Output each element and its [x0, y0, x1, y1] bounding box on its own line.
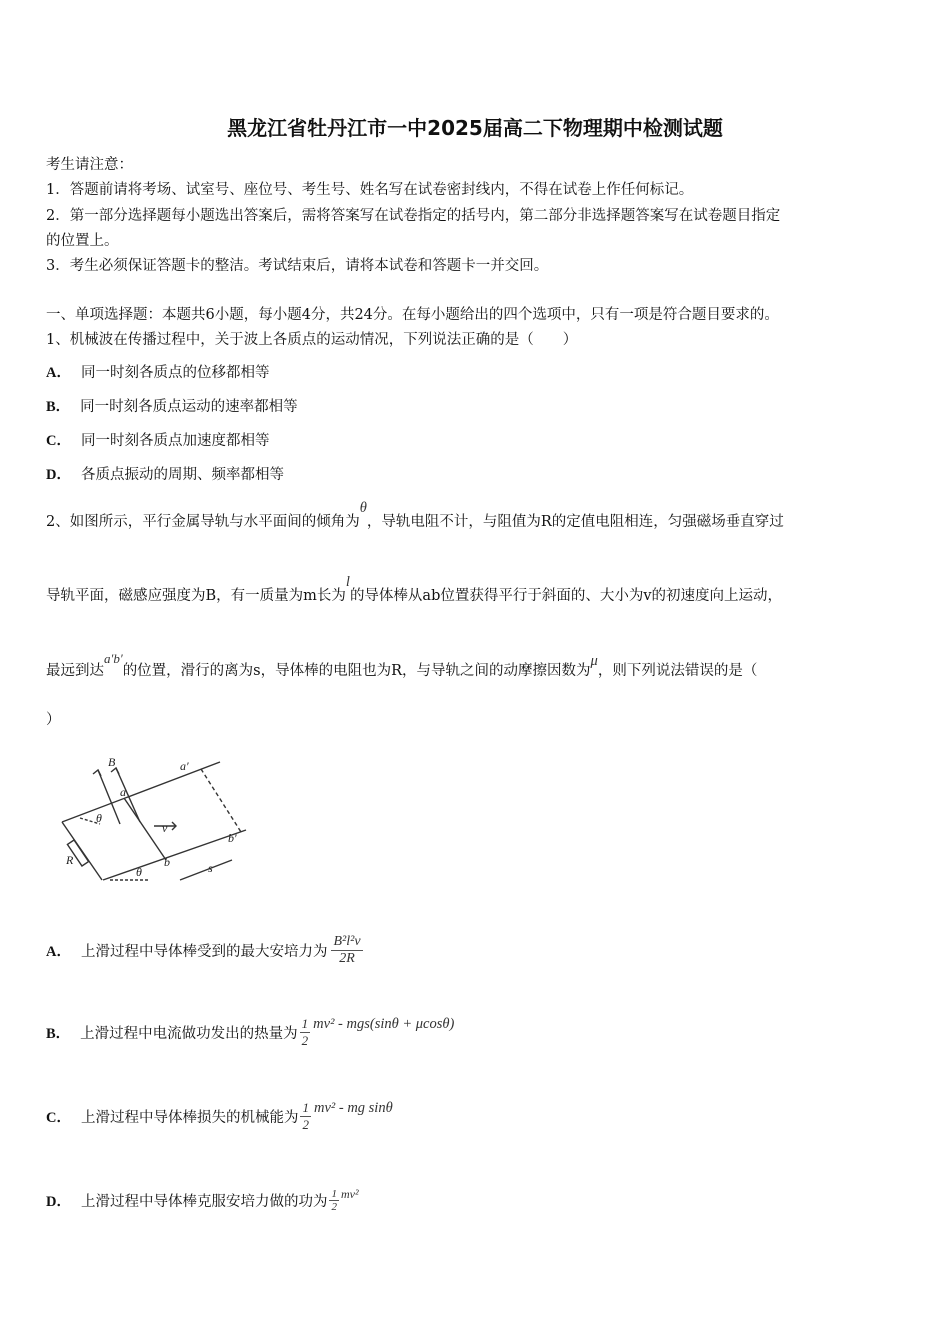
- option-text: 同一时刻各质点运动的速率都相等: [80, 399, 298, 415]
- option-text: 上滑过程中电流做功发出的热量为: [80, 1025, 298, 1042]
- notice-item-3: 3．考生必须保证答题卡的整洁。考试结束后，请将本试卷和答题卡一并交回。: [46, 258, 549, 274]
- label-b: b: [164, 855, 170, 869]
- notice-item-1: 1．答题前请将考场、试室号、座位号、考生号、姓名写在试卷密封线内，不得在试卷上作任何标记。: [46, 182, 694, 198]
- option-text: 上滑过程中导体棒受到的最大安培力为: [80, 943, 328, 960]
- option-text: 上滑过程中导体棒损失的机械能为: [80, 1109, 299, 1126]
- q1-option-a: [46, 361, 269, 382]
- option-text: 上滑过程中导体棒克服安培力做的功为: [80, 1193, 328, 1210]
- label-b-prime: b′: [228, 831, 237, 845]
- q2-line-2: [46, 574, 783, 605]
- q2-option-c: [46, 1094, 393, 1138]
- label-s: s: [208, 861, 213, 875]
- theta-symbol: θ: [359, 500, 367, 516]
- q2-line-4: ）: [46, 712, 61, 728]
- notice-item-2: 2．第一部分选择题每小题选出答案后，需将答案写在试卷指定的括号内，第二部分非选择题答案写在试卷题目指定: [46, 208, 781, 224]
- rod-apbp: [201, 769, 241, 832]
- lower-rail: [103, 830, 246, 880]
- q2-text: ，则下列说法错误的是（: [597, 663, 758, 679]
- arrow-head: [93, 770, 101, 776]
- denominator: 2R: [339, 950, 355, 966]
- q1-stem: 1、机械波在传播过程中，关于波上各质点的运动情况，下列说法正确的是（ ）: [46, 332, 578, 348]
- option-text: 各质点振动的周期、频率都相等: [80, 467, 284, 483]
- q1-option-b: [46, 395, 298, 416]
- page-title: 黑龙江省牡丹江市一中2025届高二下物理期中检测试题: [227, 116, 723, 140]
- numerator: 1: [301, 1015, 309, 1031]
- option-letter: A．: [46, 365, 71, 381]
- label-theta-1: θ: [96, 811, 102, 825]
- label-a-prime: a′: [180, 759, 189, 773]
- fraction: [329, 1188, 339, 1213]
- option-letter: B．: [46, 399, 71, 415]
- mu-symbol: μ: [590, 653, 598, 669]
- q2-option-a: [46, 928, 363, 972]
- label-B: B: [108, 755, 116, 769]
- q2-line-1: [46, 500, 784, 531]
- expression: mv² - mg sinθ: [313, 1099, 393, 1116]
- distance-marker: [180, 860, 232, 880]
- label-v: v: [162, 821, 168, 835]
- notice-item-2-cont: 的位置上。: [46, 233, 119, 249]
- option-text: 同一时刻各质点加速度都相等: [80, 433, 270, 449]
- denominator: 2: [302, 1116, 309, 1132]
- label-R: R: [66, 853, 74, 867]
- option-text: 同一时刻各质点的位移都相等: [80, 365, 270, 381]
- l-symbol: l: [345, 574, 350, 590]
- q1-option-c: [46, 429, 269, 450]
- option-letter: B．: [46, 1025, 71, 1042]
- option-letter: A．: [46, 943, 71, 960]
- q2-line-3: [46, 651, 758, 680]
- fraction: [300, 1016, 311, 1049]
- option-letter: D．: [46, 1193, 71, 1210]
- q2-text: 最远到达: [46, 663, 104, 679]
- denominator: 2: [301, 1032, 309, 1048]
- q2-text: 的导体棒从ab位置获得平行于斜面的、大小为v的初速度向上运动，: [349, 588, 783, 604]
- option-letter: D．: [46, 467, 71, 483]
- denominator: 2: [331, 1200, 337, 1213]
- notice-heading: 考生请注意：: [46, 157, 133, 173]
- numerator: B²l²v: [333, 933, 361, 949]
- q2-text: 2、如图所示，平行金属导轨与水平面间的倾角为: [46, 514, 360, 530]
- apbp-symbol: a′b′: [104, 651, 123, 666]
- numerator: 1: [302, 1099, 309, 1115]
- fraction: [300, 1100, 311, 1133]
- q2-text: ，导轨电阻不计，与阻值为R的定值电阻相连，匀强磁场垂直穿过: [366, 514, 784, 530]
- q2-text: 导轨平面，磁感应强度为B，有一质量为m长为: [46, 588, 346, 604]
- rod-ab: [124, 798, 166, 860]
- upper-rail: [62, 762, 220, 822]
- option-letter: C．: [46, 1109, 71, 1126]
- q2-text: 的位置，滑行的离为s，导体棒的电阻也为R，与导轨之间的动摩擦因数为: [122, 663, 591, 679]
- label-a: a: [120, 785, 126, 799]
- section-heading: 一、单项选择题：本题共6小题，每小题4分，共24分。在每小题给出的四个选项中，只有一项是符合题目要求的。: [46, 307, 779, 323]
- expression: mv²: [340, 1186, 359, 1201]
- numerator: 1: [331, 1187, 337, 1200]
- fraction: [331, 934, 362, 967]
- expression: mv² - mgs(sinθ + μcosθ): [313, 1015, 455, 1032]
- q2-option-b: [46, 1010, 454, 1054]
- option-letter: C．: [46, 433, 71, 449]
- q2-option-d: [46, 1178, 359, 1222]
- q1-option-d: [46, 463, 284, 484]
- label-theta-2: θ: [136, 865, 142, 879]
- incline-rails-figure: [58, 752, 258, 892]
